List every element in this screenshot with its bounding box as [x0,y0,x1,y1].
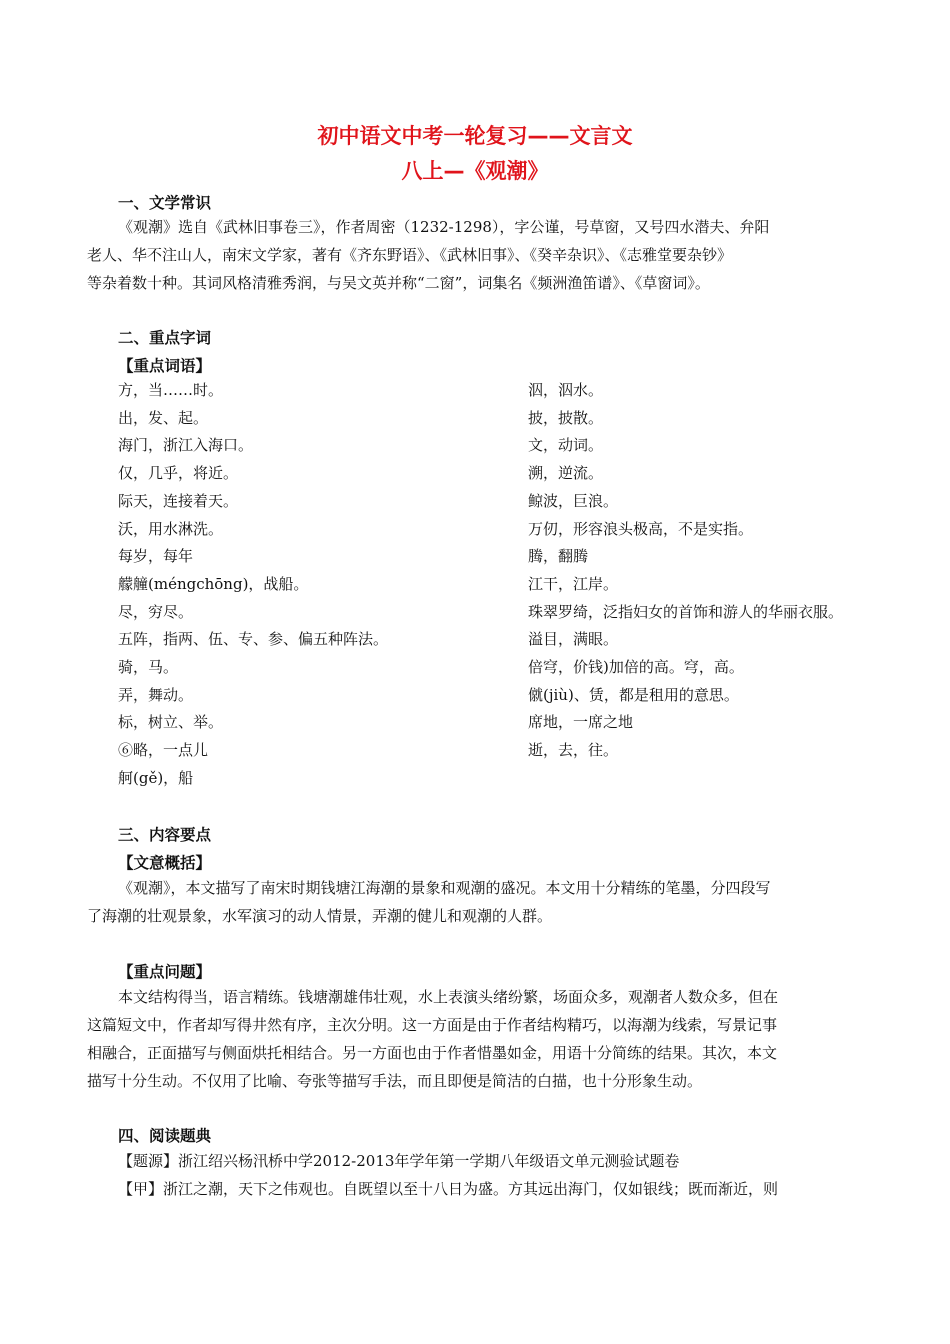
vocab-item: 舸(gě)，船 [118,768,194,787]
vocab-item: 标，树立、举。 [118,713,224,732]
paragraph-line: 相融合，正面描写与侧面烘托相结合。另一方面也由于作者惜墨如金，用语十分简练的结果。其次，本文 [87,1044,778,1062]
document-subtitle: 八上—《观潮》 [401,159,549,183]
vocab-item: 僦(jiù)、赁，都是租用的意思。 [528,685,739,704]
vocab-list-left [118,377,388,793]
passage-text: 【甲】浙江之潮，天下之伟观也。自既望以至十八日为盛。方其远出海门，仅如银线；既而渐近，则 [118,1180,779,1198]
vocab-item: 弄，舞动。 [118,685,194,704]
vocab-item: 骑，马。 [118,658,179,677]
vocab-item: 溢目，满眼。 [528,630,619,649]
paragraph-line: 等杂着数十种。其词风格清雅秀润，与吴文英并称“二窗”，词集名《频洲渔笛谱》、《草窗词》。 [87,274,710,292]
vocab-item: 方，当……时。 [118,381,224,399]
vocab-item: 五阵，指两、伍、专、参、偏五种阵法。 [118,630,389,649]
analysis-paragraph [87,983,867,1095]
vocab-item: 鲸波，巨浪。 [528,491,619,510]
vocab-item: ⑥略，一点儿 [118,741,209,760]
section-heading-reading: 四、阅读题典 [118,1127,212,1145]
vocab-item: 江干，江岸。 [528,574,619,593]
section-heading-literature: 一、文学常识 [118,194,212,212]
vocab-item: 万仞，形容浪头极高，不是实指。 [528,519,754,538]
vocab-item: 泅，泅水。 [528,381,604,399]
vocab-item: 倍穹，价钱)加倍的高。穹，高。 [528,658,744,677]
question-source: 【题源】浙江绍兴杨汛桥中学2012-2013年学年第一学期八年级语文单元测验试题卷 [118,1152,680,1170]
paragraph-line: 了海潮的壮观景象，水军演习的动人情景，弄潮的健儿和观潮的人群。 [87,907,553,925]
subheading-key-questions: 【重点问题】 [118,963,212,981]
vocab-item: 披，披散。 [528,408,604,427]
paragraph-line: 本文结构得当，语言精练。钱塘潮雄伟壮观，水上表演头绪纷繁，场面众多，观潮者人数众多，但在 [118,988,779,1006]
paragraph-line: 《观潮》选自《武林旧事卷三》，作者周密（1232-1298），字公谨，号草窗，又号四水潜夫、弁阳 [118,218,770,236]
section-heading-content: 三、内容要点 [118,826,212,844]
vocab-item: 文，动词。 [528,436,604,455]
vocab-item: 溯，逆流。 [528,464,604,483]
paragraph-line: 老人、华不注山人，南宋文学家，著有《齐东野语》、《武林旧事》、《癸辛杂识》、《志雅堂要杂钞》 [87,246,733,264]
vocab-item: 每岁，每年 [118,547,194,566]
paragraph-line: 描写十分生动。不仅用了比喻、夸张等描写手法，而且即便是简洁的白描，也十分形象生动。 [87,1072,703,1090]
vocab-item: 席地，一席之地 [528,713,634,732]
summary-paragraph [87,874,867,930]
vocab-item: 出，发、起。 [118,408,209,427]
subheading-summary: 【文意概括】 [118,854,212,872]
vocab-item: 仅，几乎，将近。 [118,464,239,483]
vocab-item: 尽，穷尽。 [118,602,194,621]
vocab-item: 逝，去，往。 [528,741,619,760]
vocab-item: 际天，连接着天。 [118,491,239,510]
vocab-list-right [528,377,843,765]
section-heading-vocabulary: 二、重点字词 [118,329,212,347]
subheading-key-words: 【重点词语】 [118,357,212,375]
paragraph-line: 这篇短文中，作者却写得井然有序，主次分明。这一方面是由于作者结构精巧，以海潮为线索，写景记事 [87,1016,778,1034]
vocab-item: 艨艟(méngchōng)，战船。 [118,574,309,593]
vocab-item: 腾，翻腾 [528,547,589,566]
vocab-item: 沃，用水淋洗。 [118,519,224,538]
paragraph-line: 《观潮》，本文描写了南宋时期钱塘江海潮的景象和观潮的盛况。本文用十分精练的笔墨，分四段写 [118,879,771,897]
vocab-item: 海门，浙江入海口。 [118,436,254,455]
vocab-item: 珠翠罗绮，泛指妇女的首饰和游人的华丽衣服。 [528,602,844,621]
literature-paragraph [87,213,867,297]
document-title: 初中语文中考一轮复习——文言文 [317,124,633,148]
